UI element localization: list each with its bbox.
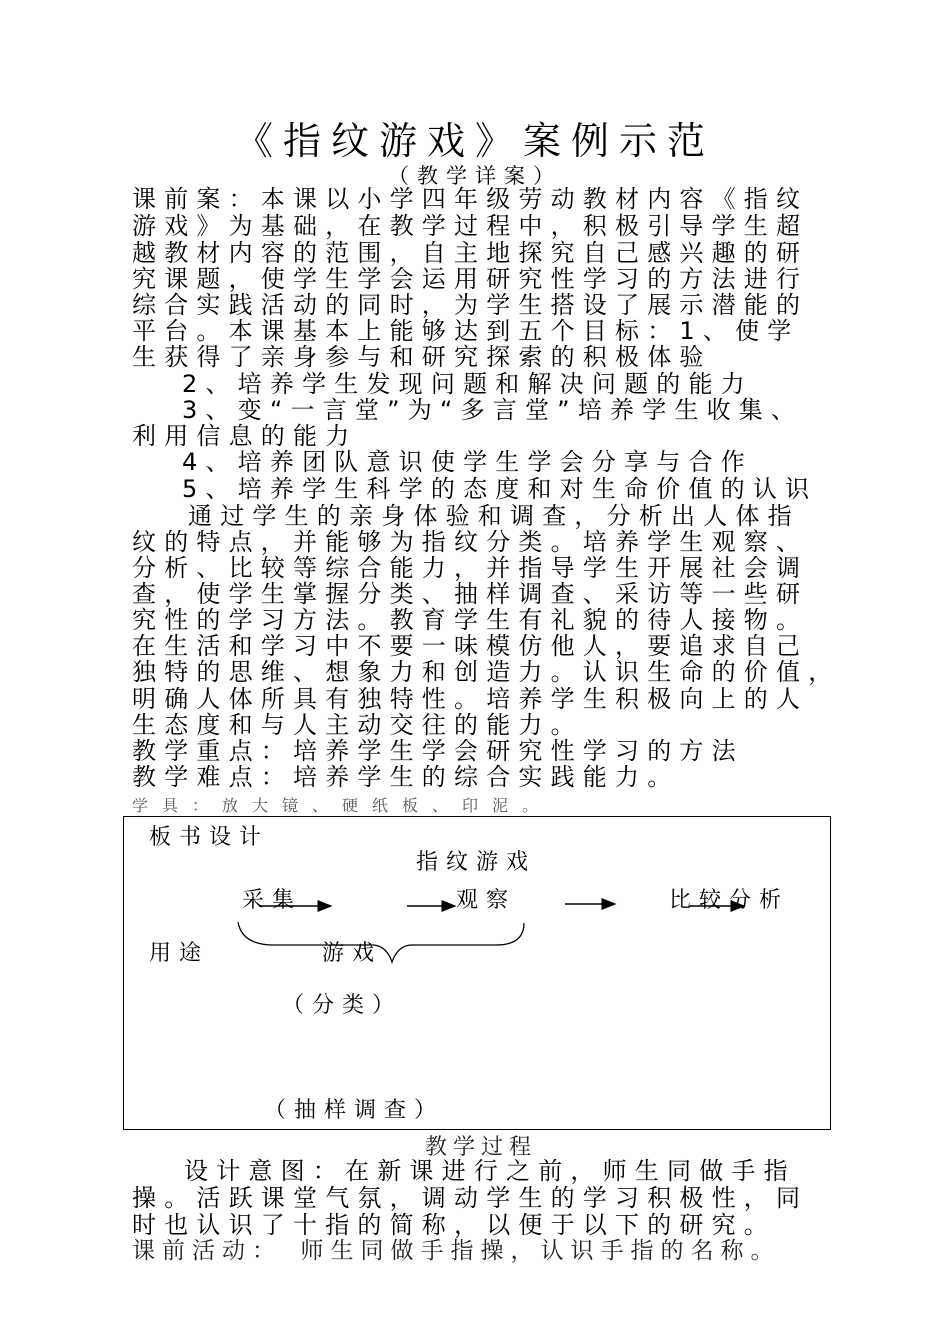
pre-class-activity: 课前活动： 师生同做手指操，认识手指的名称。 (132, 1238, 781, 1264)
intro-line: 综合实践活动的同时，为学生搭设了展示潜能的 (132, 291, 809, 319)
paragraph-line: 查，使学生掌握分类、抽样调查、采访等一些研 (132, 580, 809, 608)
intent-first-line: 设计意图：在新课进行之前，师生同做手指 (184, 1157, 796, 1185)
intro-line: 平台。本课基本上能够达到五个目标：1、使学 (132, 317, 800, 345)
document-title: 《指纹游戏》案例示范 (234, 119, 715, 163)
paragraph-line: 究性的学习方法。教育学生有礼貌的待人接物。 (132, 606, 809, 634)
intro-line: 究课题，使学生学会运用研究性学习的方法进行 (132, 265, 809, 293)
intent-line: 操。活跃课堂气氛，调动学生的学习积极性，同 (132, 1184, 809, 1212)
paragraph-line: 分析、比较等综合能力，并指导学生开展社会调 (132, 554, 809, 582)
board-design-box (123, 816, 831, 1130)
board-heading: 板书设计 (149, 825, 270, 850)
document-subtitle: （教学详案） (388, 164, 562, 188)
intro-line: 生获得了亲身参与和研究探索的积极体验 (132, 343, 712, 371)
paragraph-line: 纹的特点，并能够为指纹分类。培养学生观察、 (132, 528, 809, 556)
goal-2: 2、培养学生发现问题和解决问题的能力 (182, 370, 753, 398)
board-survey: （抽样调查） (264, 1098, 445, 1123)
intro-line: 越教材内容的范围，自主地探究自己感兴趣的研 (132, 239, 809, 267)
board-title: 指纹游戏 (416, 850, 537, 875)
paragraph-line: 生态度和与人主动交往的能力。 (132, 711, 583, 739)
board-step-observe: 观察 (456, 888, 517, 913)
board-step-collect: 采集 (242, 888, 303, 913)
board-game: 游戏 (322, 941, 383, 966)
paragraph-line: 明确人体所具有独特性。培养学生积极向上的人 (132, 685, 809, 713)
paragraph-line: 独特的思维、想象力和创造力。认识生命的价值， (132, 658, 841, 686)
goal-5: 5、培养学生科学的态度和对生命价值的认识 (182, 475, 818, 503)
paragraph-line: 在生活和学习中不要一味模仿他人，要追求自己 (132, 632, 809, 660)
paragraph-first-line: 通过学生的亲身体验和调查，分析出人体指 (188, 502, 800, 530)
difficulty-point: 教学难点：培养学生的综合实践能力。 (132, 763, 680, 791)
key-point: 教学重点：培养学生学会研究性学习的方法 (132, 737, 744, 765)
goal-3: 3、变“一言堂”为“多言堂”培养学生收集、 (182, 396, 804, 424)
intent-line: 时也认识了十指的简称，以便于以下的研究。 (132, 1211, 776, 1239)
goal-4: 4、培养团队意识使学生学会分享与合作 (182, 448, 753, 476)
board-step-compare: 比较分析 (669, 888, 790, 913)
process-heading: 教学过程 (425, 1135, 538, 1160)
tools-line: 学具：放大镜、硬纸板、印泥。 (132, 796, 553, 815)
board-use-label: 用途 (149, 941, 210, 966)
board-classify: （分类） (282, 993, 403, 1018)
intro-line: 游戏》为基础，在教学过程中，积极引导学生超 (132, 212, 809, 240)
intro-line: 课前案：本课以小学四年级劳动教材内容《指纹 (132, 185, 809, 213)
goal-3-continued: 利用信息的能力 (132, 422, 358, 450)
